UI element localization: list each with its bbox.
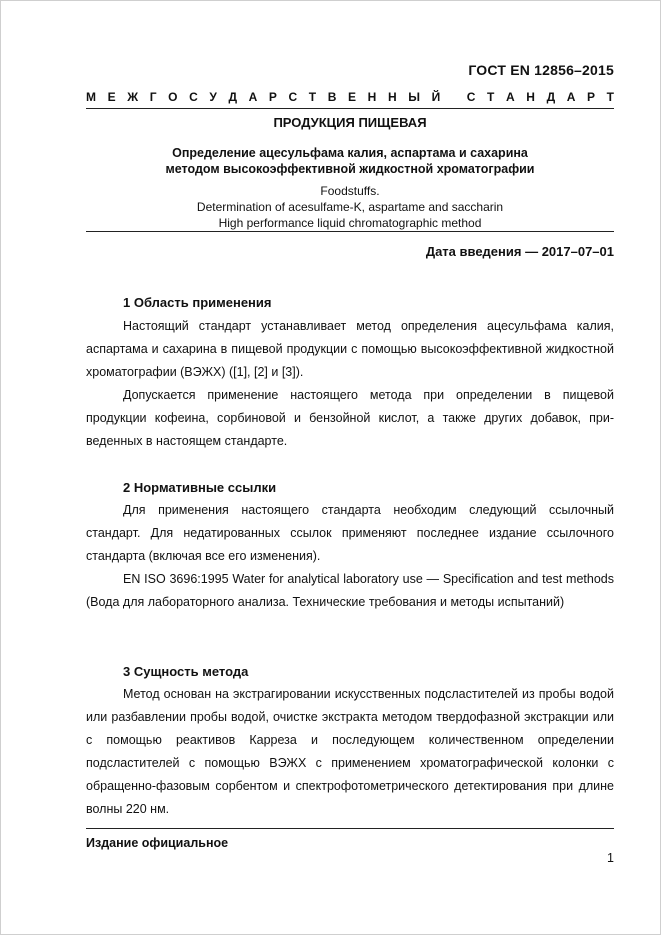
interstate-letter: А [566, 90, 576, 104]
interstate-letter [452, 90, 455, 104]
interstate-letter: Д [228, 90, 237, 104]
interstate-letter: У [209, 90, 217, 104]
title-ru-line-2: методом высокоэффективной жидкостной хроматографии [165, 161, 535, 176]
document-number: ГОСТ EN 12856–2015 [468, 62, 614, 78]
interstate-letter: Р [587, 90, 596, 104]
interstate-letter: Ы [408, 90, 420, 104]
section-2-paragraph-1: Для применения настоящего стандарта необходим следующий ссылочный стандарт. Для недатированных ссылок применяют последнее издание ссылочного стандарта (включая все его изменения). [86, 503, 614, 563]
section-2-heading: 2 Нормативные ссылки [123, 480, 277, 495]
interstate-letter: Н [387, 90, 397, 104]
title-russian [86, 146, 614, 177]
introduction-date: Дата введения — 2017–07–01 [425, 244, 614, 259]
interstate-letter: Е [348, 90, 357, 104]
footer-rule [86, 828, 614, 829]
title-rule [86, 231, 614, 232]
interstate-letter: А [506, 90, 515, 104]
title-en-line-1: Foodstuffs. [320, 184, 380, 198]
interstate-letter: Д [546, 90, 556, 104]
interstate-letter: Е [107, 90, 116, 104]
interstate-letter: С [466, 90, 476, 104]
interstate-letter: Й [431, 90, 441, 104]
interstate-letter: Т [487, 90, 495, 104]
section-3-heading: 3 Сущность метода [123, 664, 249, 679]
section-2-paragraph-2: EN ISO 3696:1995 Water for analytical laboratory use — Specification and test methods (Вода для лабораторного анализа. Технические требования и методы испытаний) [86, 572, 614, 609]
interstate-letter: Н [526, 90, 535, 104]
title-en-line-2: Determination of acesulfame-K, aspartame and saccharin [196, 200, 504, 214]
section-1-paragraph-1: Настоящий стандарт устанавливает метод определения ацесульфама калия, аспартама и сахарина в пищевой продукции с помощью высокоэффективной жидкостной хроматографии (ВЭЖХ) ([1], [2] и [3]). [86, 319, 614, 379]
page-number: 1 [607, 851, 614, 865]
section-1-paragraph-2: Допускается применение настоящего метода при определении в пищевой продукции кофеина, сорбиновой и бензойной кислот, а также других добавок, приведенных в настоящем стандарте. [86, 388, 614, 448]
title-en-line-3: High performance liquid chromatographic method [218, 216, 482, 230]
interstate-letter: А [248, 90, 258, 104]
interstate-standard-label [86, 90, 614, 104]
official-edition-label: Издание официальное [86, 836, 229, 850]
interstate-letter: О [168, 90, 178, 104]
interstate-letter: В [327, 90, 337, 104]
product-title: ПРОДУКЦИЯ ПИЩЕВАЯ [273, 115, 427, 130]
title-ru-line-1: Определение ацесульфама калия, аспартама и сахарина [172, 146, 528, 160]
interstate-letter: Н [367, 90, 377, 104]
section-1-heading: 1 Область применения [123, 295, 272, 310]
interstate-letter: Ж [127, 90, 139, 104]
interstate-letter: Т [308, 90, 317, 104]
title-english [86, 183, 614, 231]
interstate-letter: С [288, 90, 298, 104]
interstate-letter: С [189, 90, 198, 104]
section-3-paragraph-1: Метод основан на экстрагировании искусственных подсластителей из пробы водой или разбавлении пробы водой, очистке экстракта методом твердофазной экстракции или с помощью реактивов Карреза и последующем количественном определении подсластителей с помощью ВЭЖХ с применением хроматографической колонки с обращенно-фазовым сорбентом и спектрофотометрического детектирования при длине волны 220 нм. [86, 687, 614, 816]
interstate-letter: М [86, 90, 96, 104]
header-rule [86, 108, 614, 109]
interstate-letter: Р [268, 90, 277, 104]
interstate-letter: Т [606, 90, 614, 104]
interstate-letter: Г [149, 90, 157, 104]
